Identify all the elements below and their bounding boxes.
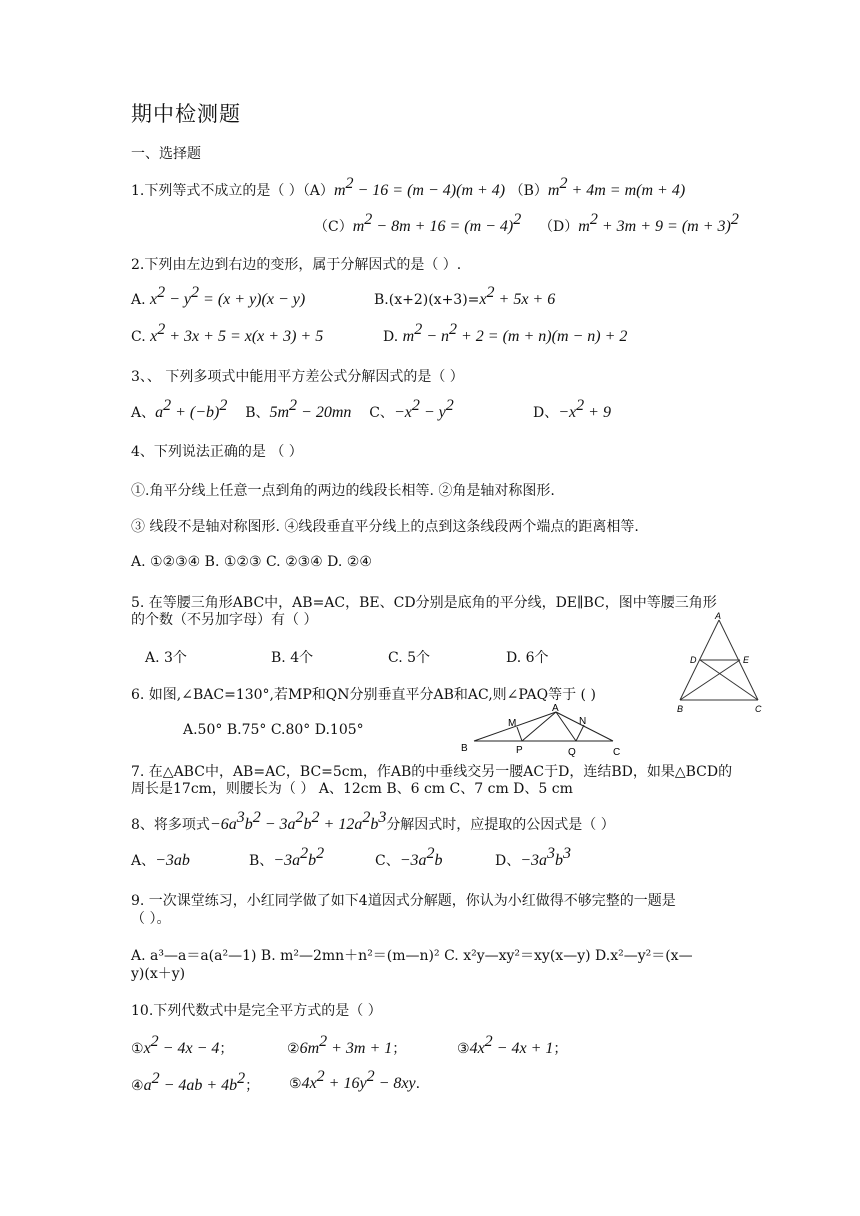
q10-formula-2: $6m^2 + 3m + 1$: [299, 1033, 393, 1057]
q8-a-formula: −3ab: [155, 852, 190, 869]
q5-label-a: A: [715, 611, 722, 621]
q2-d-label: D.: [383, 329, 399, 345]
q8-c-label: C、: [375, 853, 400, 869]
q10-choice-3: [457, 1033, 568, 1058]
q3-b-label: B、: [245, 405, 270, 421]
q3-options: [131, 397, 454, 422]
section-heading: 一、选择题: [131, 146, 201, 162]
q10-separator: ；: [392, 1041, 407, 1057]
q8-option-a: [131, 850, 190, 870]
q10-formula-1: $x^2 - 4x - 4$: [143, 1033, 220, 1057]
q8-b-formula: $-3a^2b^2$: [273, 845, 325, 869]
question-6-stem: 6. 如图,∠BAC=130°,若MP和QN分别垂直平分AB和AC,则∠PAQ等于 ( ): [131, 687, 596, 703]
q8-option-b: [249, 845, 325, 870]
q10-choice-4: [131, 1070, 260, 1095]
q1-d-formula: $m^2 + 3m + 9 = (m + 3)^2$: [578, 211, 739, 235]
question-7-line2: 周长是17cm，则腰长为（ ） A、12cm B、6 cm C、7 cm D、5 cm: [131, 781, 573, 797]
q6-label-m: M: [508, 718, 517, 729]
q8-d-formula: $-3a^3b^3$: [520, 845, 572, 869]
q10-formula-5: $4x^2 + 16y^2 - 8xy$: [301, 1068, 416, 1092]
q6-triangle-figure: [456, 700, 632, 758]
question-5-stem-line2: 的个数（不另加字母）有（ ）: [131, 612, 318, 628]
question-4-stem: 4、下列说法正确的是 （ ）: [131, 444, 303, 460]
q6-label-c: C: [613, 747, 621, 758]
q2-c-label: C.: [131, 329, 146, 345]
q1-b-formula: $m^2 + 4m = m(m + 4)$: [547, 175, 686, 199]
q8-stem-start: 8、将多项式: [131, 817, 210, 833]
q1-c-label: （C）: [314, 219, 353, 235]
q10-circled-1: ①: [131, 1041, 144, 1057]
question-1: [131, 175, 686, 200]
q1-c-formula: $m^2 - 8m + 16 = (m - 4)^2$: [352, 211, 522, 235]
q10-separator: ；: [245, 1078, 260, 1094]
q3-c-label: C、: [369, 405, 394, 421]
q10-formula-4: $a^2 - 4ab + 4b^2$: [143, 1070, 246, 1094]
q4-statement-1: ①.角平分线上任意一点到角的两边的线段长相等. ②角是轴对称图形.: [131, 483, 555, 499]
q6-label-b: B: [461, 743, 468, 754]
question-5-stem-line1: 5. 在等腰三角形ABC中，AB=AC，BE、CD分别是底角的平分线，DE∥BC，图中等腰三角形: [131, 595, 717, 611]
q5-option-a: A. 3个: [145, 650, 187, 666]
q6-options: A.50° B.75° C.80° D.105°: [183, 722, 364, 738]
q8-b-label: B、: [249, 853, 274, 869]
q10-separator: ；: [553, 1041, 568, 1057]
q5-option-c: C. 5个: [388, 650, 431, 666]
q2-b-label: B.: [374, 292, 389, 308]
q5-label-c: C: [755, 704, 762, 714]
q1-stem: 1.下列等式不成立的是（ ）: [131, 183, 303, 199]
q1-a-formula: $m^2 - 16 = (m - 4)(m + 4)$: [333, 175, 506, 199]
q8-c-formula: $-3a^2b$: [399, 845, 443, 869]
q2-b-formula: $x^2 + 5x + 6$: [479, 284, 556, 308]
question-7-line1: 7. 在△ABC中，AB=AC，BC=5cm，作AB的中垂线交另一腰AC于D，连结BD，如果△BCD的: [131, 764, 733, 780]
q6-label-q: Q: [568, 747, 576, 758]
q9-options-line2: y)(x＋y): [131, 966, 186, 982]
q3-d-label: D、: [533, 405, 559, 421]
question-1-line2: [314, 211, 739, 236]
q10-choice-5: [289, 1068, 421, 1093]
q10-circled-5: ⑤: [289, 1076, 302, 1092]
q8-a-label: A、: [131, 853, 156, 869]
q5-triangle-figure: [670, 608, 775, 716]
q8-stem-end: 分解因式时，应提取的公因式是（ ）: [386, 817, 615, 833]
q5-label-d: D: [690, 655, 697, 665]
q6-label-p: P: [516, 745, 523, 756]
q5-label-e: E: [743, 655, 750, 665]
question-10-stem: 10.下列代数式中是完全平方式的是（ ）: [131, 1003, 382, 1019]
q10-circled-2: ②: [287, 1041, 300, 1057]
q3-a-formula: $a^2 + (-b)^2$: [155, 397, 228, 421]
q2-option-d: [383, 321, 628, 346]
q9-options-line1: A. a³—a＝a(a²—1) B. m²—2mn＋n²＝(m—n)² C. x²y—xy²＝xy(x—y) D.x²—y²＝(x—: [131, 948, 693, 964]
q5-option-d: D. 6个: [506, 650, 549, 666]
q2-d-formula: $m^2 - n^2 + 2 = (m + n)(m - n) + 2$: [402, 321, 628, 345]
q10-circled-3: ③: [457, 1041, 470, 1057]
q8-option-c: [375, 845, 443, 870]
page-title: 期中检测题: [131, 102, 241, 126]
q3-a-label: A、: [131, 405, 156, 421]
q2-option-a: [131, 284, 306, 309]
q1-a-label: （A）: [302, 183, 334, 199]
q1-b-label: （B）: [509, 183, 548, 199]
q10-formula-3: $4x^2 - 4x + 1$: [469, 1033, 554, 1057]
q5-label-b: B: [677, 704, 684, 714]
q2-c-formula: $x^2 + 3x + 5 = x(x + 3) + 5$: [150, 321, 324, 345]
q5-option-b: B. 4个: [271, 650, 314, 666]
q4-statement-2: ③ 线段不是轴对称图形. ④线段垂直平分线上的点到这条线段两个端点的距离相等.: [131, 519, 639, 535]
q10-separator: ；: [219, 1041, 234, 1057]
q6-label-a: A: [552, 703, 559, 714]
q2-option-c: [131, 321, 324, 346]
q10-choice-1: [131, 1033, 234, 1058]
q4-options: A. ①②③④ B. ①②③ C. ②③④ D. ②④: [131, 554, 372, 570]
q2-a-formula: $x^2 - y^2 = (x + y)(x - y)$: [150, 284, 306, 308]
q3-b-formula: $5m^2 - 20mn$: [269, 397, 352, 421]
question-3-stem: 3、、 下列多项式中能用平方差公式分解因式的是（ ）: [131, 369, 464, 385]
q10-end-period: .: [415, 1076, 421, 1092]
q8-polynomial: $-6a^3b^2 - 3a^2b^2 + 12a^2b^3$: [209, 809, 387, 833]
q2-option-b: [374, 284, 556, 309]
q10-choice-2: [287, 1033, 407, 1058]
q8-option-d: [495, 845, 572, 870]
question-9-line1: 9. 一次课堂练习，小红同学做了如下4道因式分解题，你认为小红做得不够完整的一题是: [131, 893, 676, 909]
question-2-stem: 2.下列由左边到右边的变形，属于分解因式的是（ ）.: [131, 257, 462, 273]
question-9-line2: （ ）。: [131, 911, 171, 927]
q3-d-formula: $-x^2 + 9$: [558, 397, 611, 421]
q1-d-label: （D）: [539, 219, 579, 235]
q3-option-d: [533, 397, 611, 422]
q10-circled-4: ④: [131, 1078, 144, 1094]
q6-label-n: N: [579, 716, 587, 727]
q8-d-label: D、: [495, 853, 521, 869]
q2-a-label: A.: [131, 292, 146, 308]
q3-c-formula: $-x^2 - y^2$: [393, 397, 454, 421]
question-8-stem: [131, 809, 615, 834]
q2-b-text: (x+2)(x+3)=: [388, 292, 480, 308]
